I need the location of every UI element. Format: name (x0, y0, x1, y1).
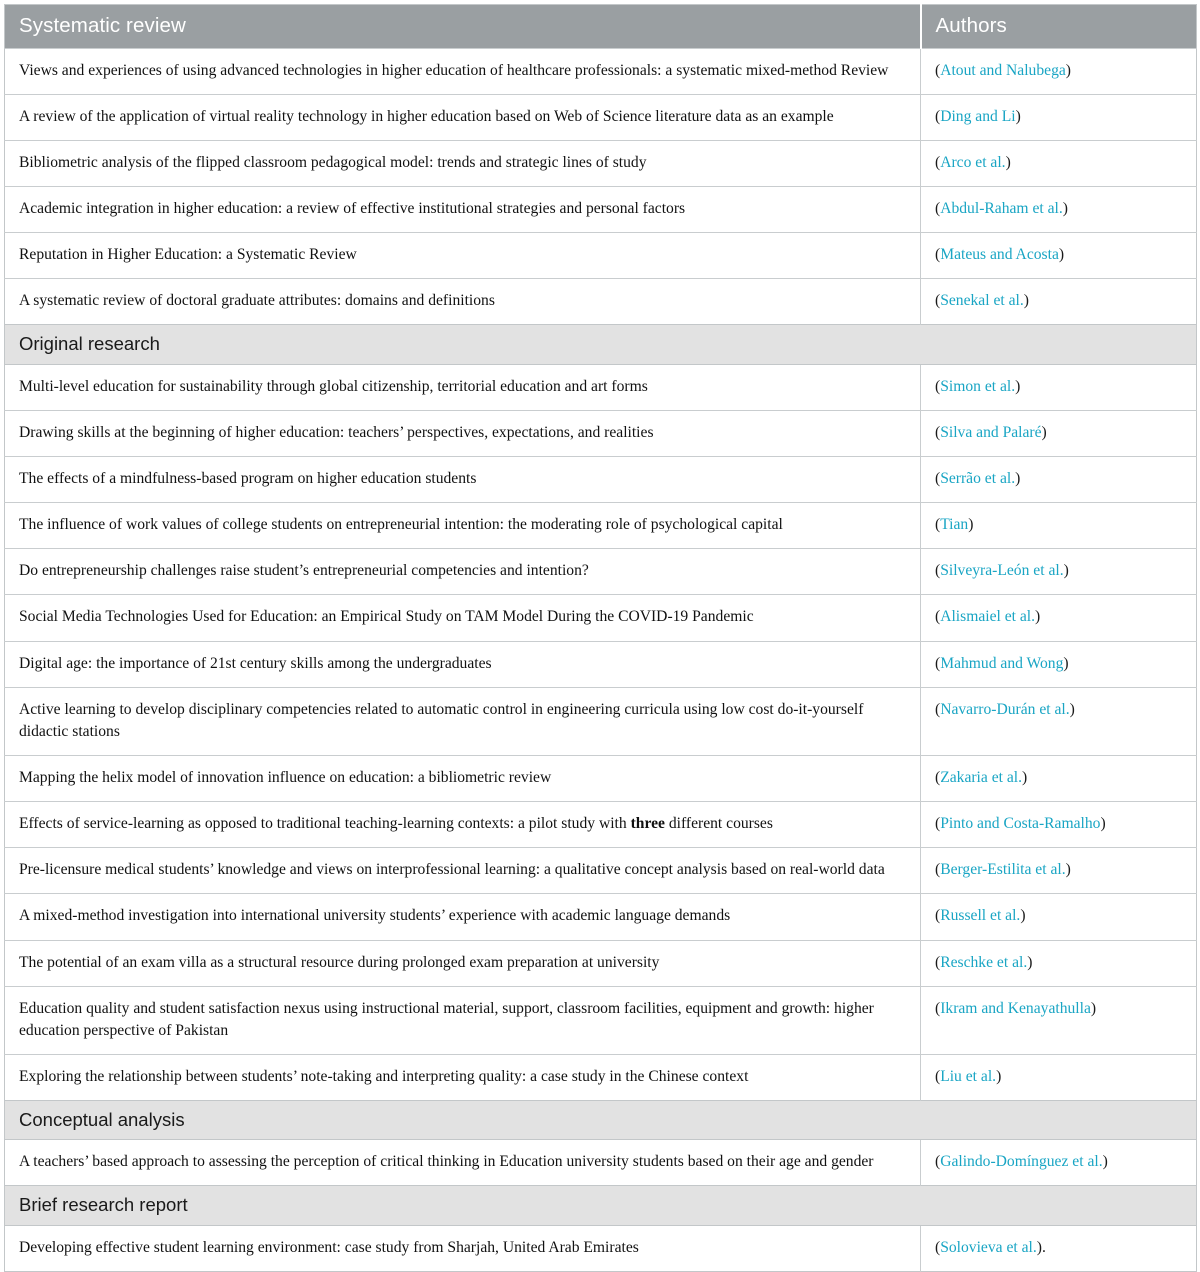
article-title-text: Active learning to develop disciplinary competencies related to automatic control in engineering curricula using low cost do-it-yourself didactic stations (19, 700, 864, 740)
table-row (5, 894, 1197, 940)
authors-cell (921, 233, 1197, 279)
authors-cell (921, 94, 1197, 140)
citation-open-paren: ( (935, 61, 941, 79)
citation-open-paren: ( (935, 1153, 941, 1171)
article-title-text: Education quality and student satisfaction nexus using instructional material, support, classroom facilities, equipment and growth: higher education perspective of Pakistan (19, 999, 874, 1039)
article-title-emphasis: three (630, 815, 665, 833)
article-title-text: Effects of service-learning as opposed to traditional teaching-learning contexts: a pilot study with (19, 815, 631, 833)
table-row (5, 940, 1197, 986)
citation-open-paren: ( (935, 469, 941, 487)
article-title-text: Multi-level education for sustainability through global citizenship, territorial education and art forms (19, 377, 648, 395)
author-citation-link[interactable]: Alismaiel et al. (940, 608, 1036, 626)
citation-open-paren: ( (935, 700, 941, 718)
author-citation-link[interactable]: Pinto and Costa-Ramalho (940, 815, 1101, 833)
author-citation-link[interactable]: Arco et al. (940, 153, 1006, 171)
section-header-original-research: Original research (5, 325, 1197, 364)
author-citation-link[interactable]: Mahmud and Wong (940, 654, 1064, 672)
article-title-cell (5, 641, 921, 687)
citation-close-paren: ) (1005, 153, 1011, 171)
authors-cell (921, 456, 1197, 502)
authors-cell (921, 595, 1197, 641)
author-citation-link[interactable]: Abdul-Raham et al. (940, 199, 1063, 217)
author-citation-link[interactable]: Senekal et al. (940, 292, 1024, 310)
citation-close-paren: ) (1015, 107, 1021, 125)
citation-open-paren: ( (935, 815, 941, 833)
authors-cell (921, 410, 1197, 456)
article-title-text: Drawing skills at the beginning of higher education: teachers’ perspectives, expectations, and realities (19, 423, 654, 441)
article-title-cell (5, 233, 921, 279)
article-title-text: Bibliometric analysis of the flipped classroom pedagogical model: trends and strategic lines of study (19, 153, 647, 171)
author-citation-link[interactable]: Berger-Estilita et al. (940, 861, 1066, 879)
authors-cell (921, 755, 1197, 801)
article-title-cell (5, 456, 921, 502)
article-title-text: different courses (664, 815, 773, 833)
table-row (5, 1054, 1197, 1100)
citation-open-paren: ( (935, 768, 941, 786)
citation-close-paren: ) (1100, 815, 1106, 833)
table-row (5, 986, 1197, 1054)
author-citation-link[interactable]: Liu et al. (940, 1067, 997, 1085)
table-header-row (5, 5, 1197, 49)
citation-open-paren: ( (935, 153, 941, 171)
authors-cell (921, 802, 1197, 848)
column-header-systematic-review: Systematic review (5, 5, 921, 49)
article-title-cell (5, 595, 921, 641)
author-citation-link[interactable]: Simon et al. (940, 377, 1016, 395)
citation-close-paren: ) (1102, 1153, 1108, 1171)
article-title-cell (5, 549, 921, 595)
article-title-cell (5, 755, 921, 801)
author-citation-link[interactable]: Russell et al. (940, 907, 1021, 925)
author-citation-link[interactable]: Galindo-Domínguez et al. (940, 1153, 1103, 1171)
authors-cell (921, 1225, 1197, 1271)
authors-cell (921, 364, 1197, 410)
authors-cell (921, 687, 1197, 755)
article-title-cell (5, 279, 921, 325)
citation-close-paren: ). (1036, 1238, 1046, 1256)
author-citation-link[interactable]: Zakaria et al. (940, 768, 1023, 786)
author-citation-link[interactable]: Navarro-Durán et al. (940, 700, 1070, 718)
article-title-text: A systematic review of doctoral graduate attributes: domains and definitions (19, 292, 495, 310)
article-title-cell (5, 140, 921, 186)
section-header-row (5, 325, 1197, 364)
table-row (5, 641, 1197, 687)
citation-open-paren: ( (935, 199, 941, 217)
citation-close-paren: ) (996, 1067, 1002, 1085)
citation-open-paren: ( (935, 953, 941, 971)
citation-open-paren: ( (935, 246, 941, 264)
article-title-text: Views and experiences of using advanced technologies in higher education of healthcare professionals: a systematic mixed-method Review (19, 61, 889, 79)
author-citation-link[interactable]: Tian (940, 516, 969, 534)
authors-cell (921, 986, 1197, 1054)
authors-cell (921, 848, 1197, 894)
citation-close-paren: ) (1090, 999, 1097, 1017)
citation-open-paren: ( (935, 1238, 941, 1256)
article-title-cell (5, 1225, 921, 1271)
table-row (5, 410, 1197, 456)
table-row (5, 186, 1197, 232)
citation-open-paren: ( (935, 861, 941, 879)
article-title-text: The influence of work values of college students on entrepreneurial intention: the moderating role of psychological capital (19, 516, 783, 534)
table-row (5, 94, 1197, 140)
authors-cell (921, 186, 1197, 232)
author-citation-link[interactable]: Silva and Palaré (940, 423, 1042, 441)
table-row (5, 687, 1197, 755)
citation-open-paren: ( (935, 516, 941, 534)
article-title-cell (5, 503, 921, 549)
citation-close-paren: ) (1063, 562, 1069, 580)
citation-open-paren: ( (935, 654, 941, 672)
citation-close-paren: ) (1041, 423, 1047, 441)
table-row (5, 1140, 1197, 1186)
citation-open-paren: ( (935, 292, 941, 310)
author-citation-link[interactable]: Silveyra-León et al. (940, 562, 1064, 580)
article-title-text: A mixed-method investigation into international university students’ experience with academic language demands (19, 907, 731, 925)
table-row (5, 802, 1197, 848)
citation-open-paren: ( (935, 423, 941, 441)
article-title-text: Pre-licensure medical students’ knowledge and views on interprofessional learning: a qualitative concept analysis based on real-world data (19, 861, 885, 879)
authors-cell (921, 894, 1197, 940)
article-title-cell (5, 364, 921, 410)
table-row (5, 755, 1197, 801)
article-title-text: Developing effective student learning environment: case study from Sharjah, United Arab Emirates (19, 1238, 639, 1256)
authors-cell (921, 641, 1197, 687)
article-title-text: A review of the application of virtual reality technology in higher education based on Web of Science literature data as an example (19, 107, 834, 125)
author-citation-link[interactable]: Solovieva et al. (940, 1238, 1037, 1256)
citation-close-paren: ) (1058, 246, 1065, 264)
article-title-cell (5, 48, 921, 94)
citation-close-paren: ) (1015, 377, 1021, 395)
article-title-text: Do entrepreneurship challenges raise student’s entrepreneurial competencies and intention? (19, 562, 589, 580)
articles-table (4, 4, 1197, 1272)
article-title-cell (5, 802, 921, 848)
article-title-text: Academic integration in higher education: a review of effective institutional strategies and personal factors (19, 199, 686, 217)
table-row (5, 48, 1197, 94)
article-title-text: Exploring the relationship between students’ note-taking and interpreting quality: a case study in the Chinese context (19, 1067, 749, 1085)
citation-close-paren: ) (1022, 768, 1028, 786)
table-row (5, 279, 1197, 325)
author-citation-link[interactable]: Atout and Nalubega (940, 61, 1066, 79)
author-citation-link[interactable]: Serrão et al. (940, 469, 1016, 487)
article-title-text: The effects of a mindfulness-based program on higher education students (19, 469, 477, 487)
table-row (5, 140, 1197, 186)
citation-close-paren: ) (1023, 292, 1029, 310)
citation-close-paren: ) (1063, 654, 1069, 672)
article-title-cell (5, 687, 921, 755)
section-header-brief-research-report: Brief research report (5, 1186, 1197, 1225)
article-title-text: A teachers’ based approach to assessing the perception of critical thinking in Education university students based on their age and gender (19, 1153, 874, 1171)
table-row (5, 549, 1197, 595)
section-header-row (5, 1186, 1197, 1225)
section-header-row (5, 1101, 1197, 1140)
authors-cell (921, 1140, 1197, 1186)
authors-cell (921, 503, 1197, 549)
citation-open-paren: ( (935, 999, 941, 1017)
author-citation-link[interactable]: Ding and Li (940, 107, 1016, 125)
article-title-cell (5, 848, 921, 894)
article-title-cell (5, 986, 921, 1054)
authors-cell (921, 549, 1197, 595)
article-title-text: Digital age: the importance of 21st century skills among the undergraduates (19, 654, 492, 672)
author-citation-link[interactable]: Reschke et al. (940, 953, 1028, 971)
article-title-cell (5, 894, 921, 940)
article-title-cell (5, 186, 921, 232)
article-title-text: Reputation in Higher Education: a Systematic Review (19, 246, 357, 264)
citation-open-paren: ( (935, 907, 941, 925)
citation-close-paren: ) (1015, 469, 1021, 487)
table-row (5, 456, 1197, 502)
citation-close-paren: ) (1065, 861, 1071, 879)
citation-open-paren: ( (935, 562, 941, 580)
authors-cell (921, 48, 1197, 94)
citation-close-paren: ) (1062, 199, 1068, 217)
table-row (5, 503, 1197, 549)
citation-close-paren: ) (1027, 953, 1033, 971)
table-row (5, 595, 1197, 641)
section-header-conceptual-analysis: Conceptual analysis (5, 1101, 1197, 1140)
citation-close-paren: ) (1065, 61, 1071, 79)
citation-close-paren: ) (1020, 907, 1026, 925)
citation-close-paren: ) (1035, 608, 1041, 626)
table-row (5, 1225, 1197, 1271)
article-title-text: The potential of an exam villa as a structural resource during prolonged exam preparation at university (19, 953, 660, 971)
article-title-cell (5, 940, 921, 986)
article-title-text: Mapping the helix model of innovation influence on education: a bibliometric review (19, 768, 552, 786)
citation-close-paren: ) (968, 516, 974, 534)
article-title-cell (5, 1140, 921, 1186)
table-row (5, 233, 1197, 279)
citation-close-paren: ) (1069, 700, 1075, 718)
citation-open-paren: ( (935, 107, 941, 125)
article-title-cell (5, 1054, 921, 1100)
author-citation-link[interactable]: Mateus and Acosta (940, 246, 1059, 264)
citation-open-paren: ( (935, 608, 941, 626)
authors-cell (921, 1054, 1197, 1100)
table-row (5, 364, 1197, 410)
author-citation-link[interactable]: Ikram and Kenayathulla (940, 999, 1091, 1017)
table-row (5, 848, 1197, 894)
authors-cell (921, 140, 1197, 186)
authors-cell (921, 279, 1197, 325)
article-title-cell (5, 410, 921, 456)
column-header-authors: Authors (921, 5, 1197, 49)
citation-open-paren: ( (935, 1067, 941, 1085)
article-title-cell (5, 94, 921, 140)
article-title-text: Social Media Technologies Used for Education: an Empirical Study on TAM Model During the COVID-19 Pandemic (19, 608, 754, 626)
authors-cell (921, 940, 1197, 986)
citation-open-paren: ( (935, 377, 941, 395)
